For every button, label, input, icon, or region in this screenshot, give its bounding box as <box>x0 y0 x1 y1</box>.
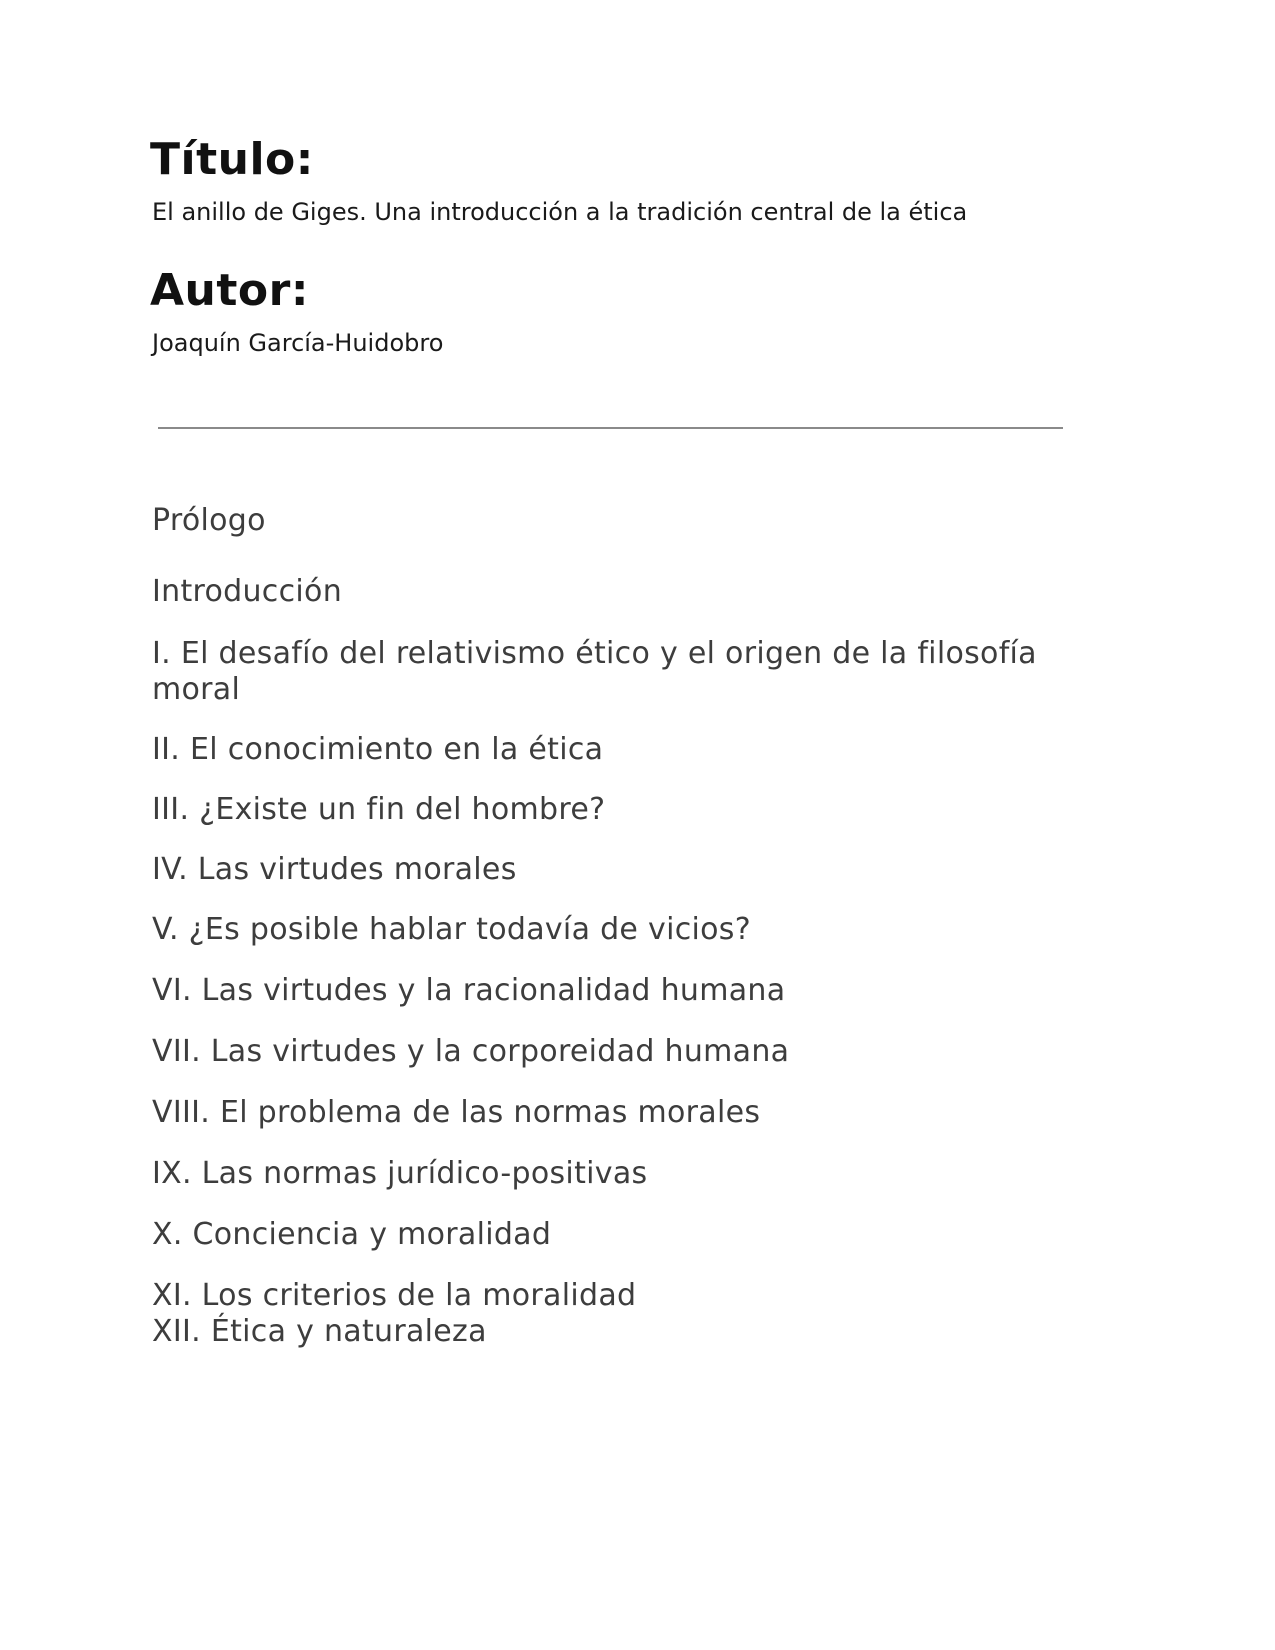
toc-item-prologo: Prólogo <box>152 503 266 538</box>
toc-item-chapter-10: X. Conciencia y moralidad <box>152 1217 552 1252</box>
toc-item-introduccion: Introducción <box>152 574 343 609</box>
title-label: Título: <box>150 134 314 185</box>
toc-item-chapter-3: III. ¿Existe un fin del hombre? <box>152 792 606 827</box>
toc-item-chapter-2: II. El conocimiento en la ética <box>152 732 604 767</box>
toc-item-chapter-6: VI. Las virtudes y la racionalidad humana <box>152 973 786 1008</box>
toc-item-chapter-4: IV. Las virtudes morales <box>152 852 517 887</box>
toc-item-chapter-11: XI. Los criterios de la moralidad <box>152 1278 637 1313</box>
toc-item-chapter-9: IX. Las normas jurídico-positivas <box>152 1156 648 1191</box>
divider-line <box>158 427 1063 429</box>
toc-item-chapter-12: XII. Ética y naturaleza <box>152 1314 487 1349</box>
title-value: El anillo de Giges. Una introducción a la tradición central de la ética <box>152 198 968 226</box>
author-value: Joaquín García-Huidobro <box>152 329 444 357</box>
toc-item-chapter-7: VII. Las virtudes y la corporeidad humana <box>152 1034 790 1069</box>
toc-item-chapter-1: I. El desafío del relativismo ético y el origen de la filosofía moral <box>152 636 1037 707</box>
toc-item-chapter-8: VIII. El problema de las normas morales <box>152 1095 761 1130</box>
toc-item-chapter-5: V. ¿Es posible hablar todavía de vicios? <box>152 912 751 947</box>
author-label: Autor: <box>150 265 309 316</box>
